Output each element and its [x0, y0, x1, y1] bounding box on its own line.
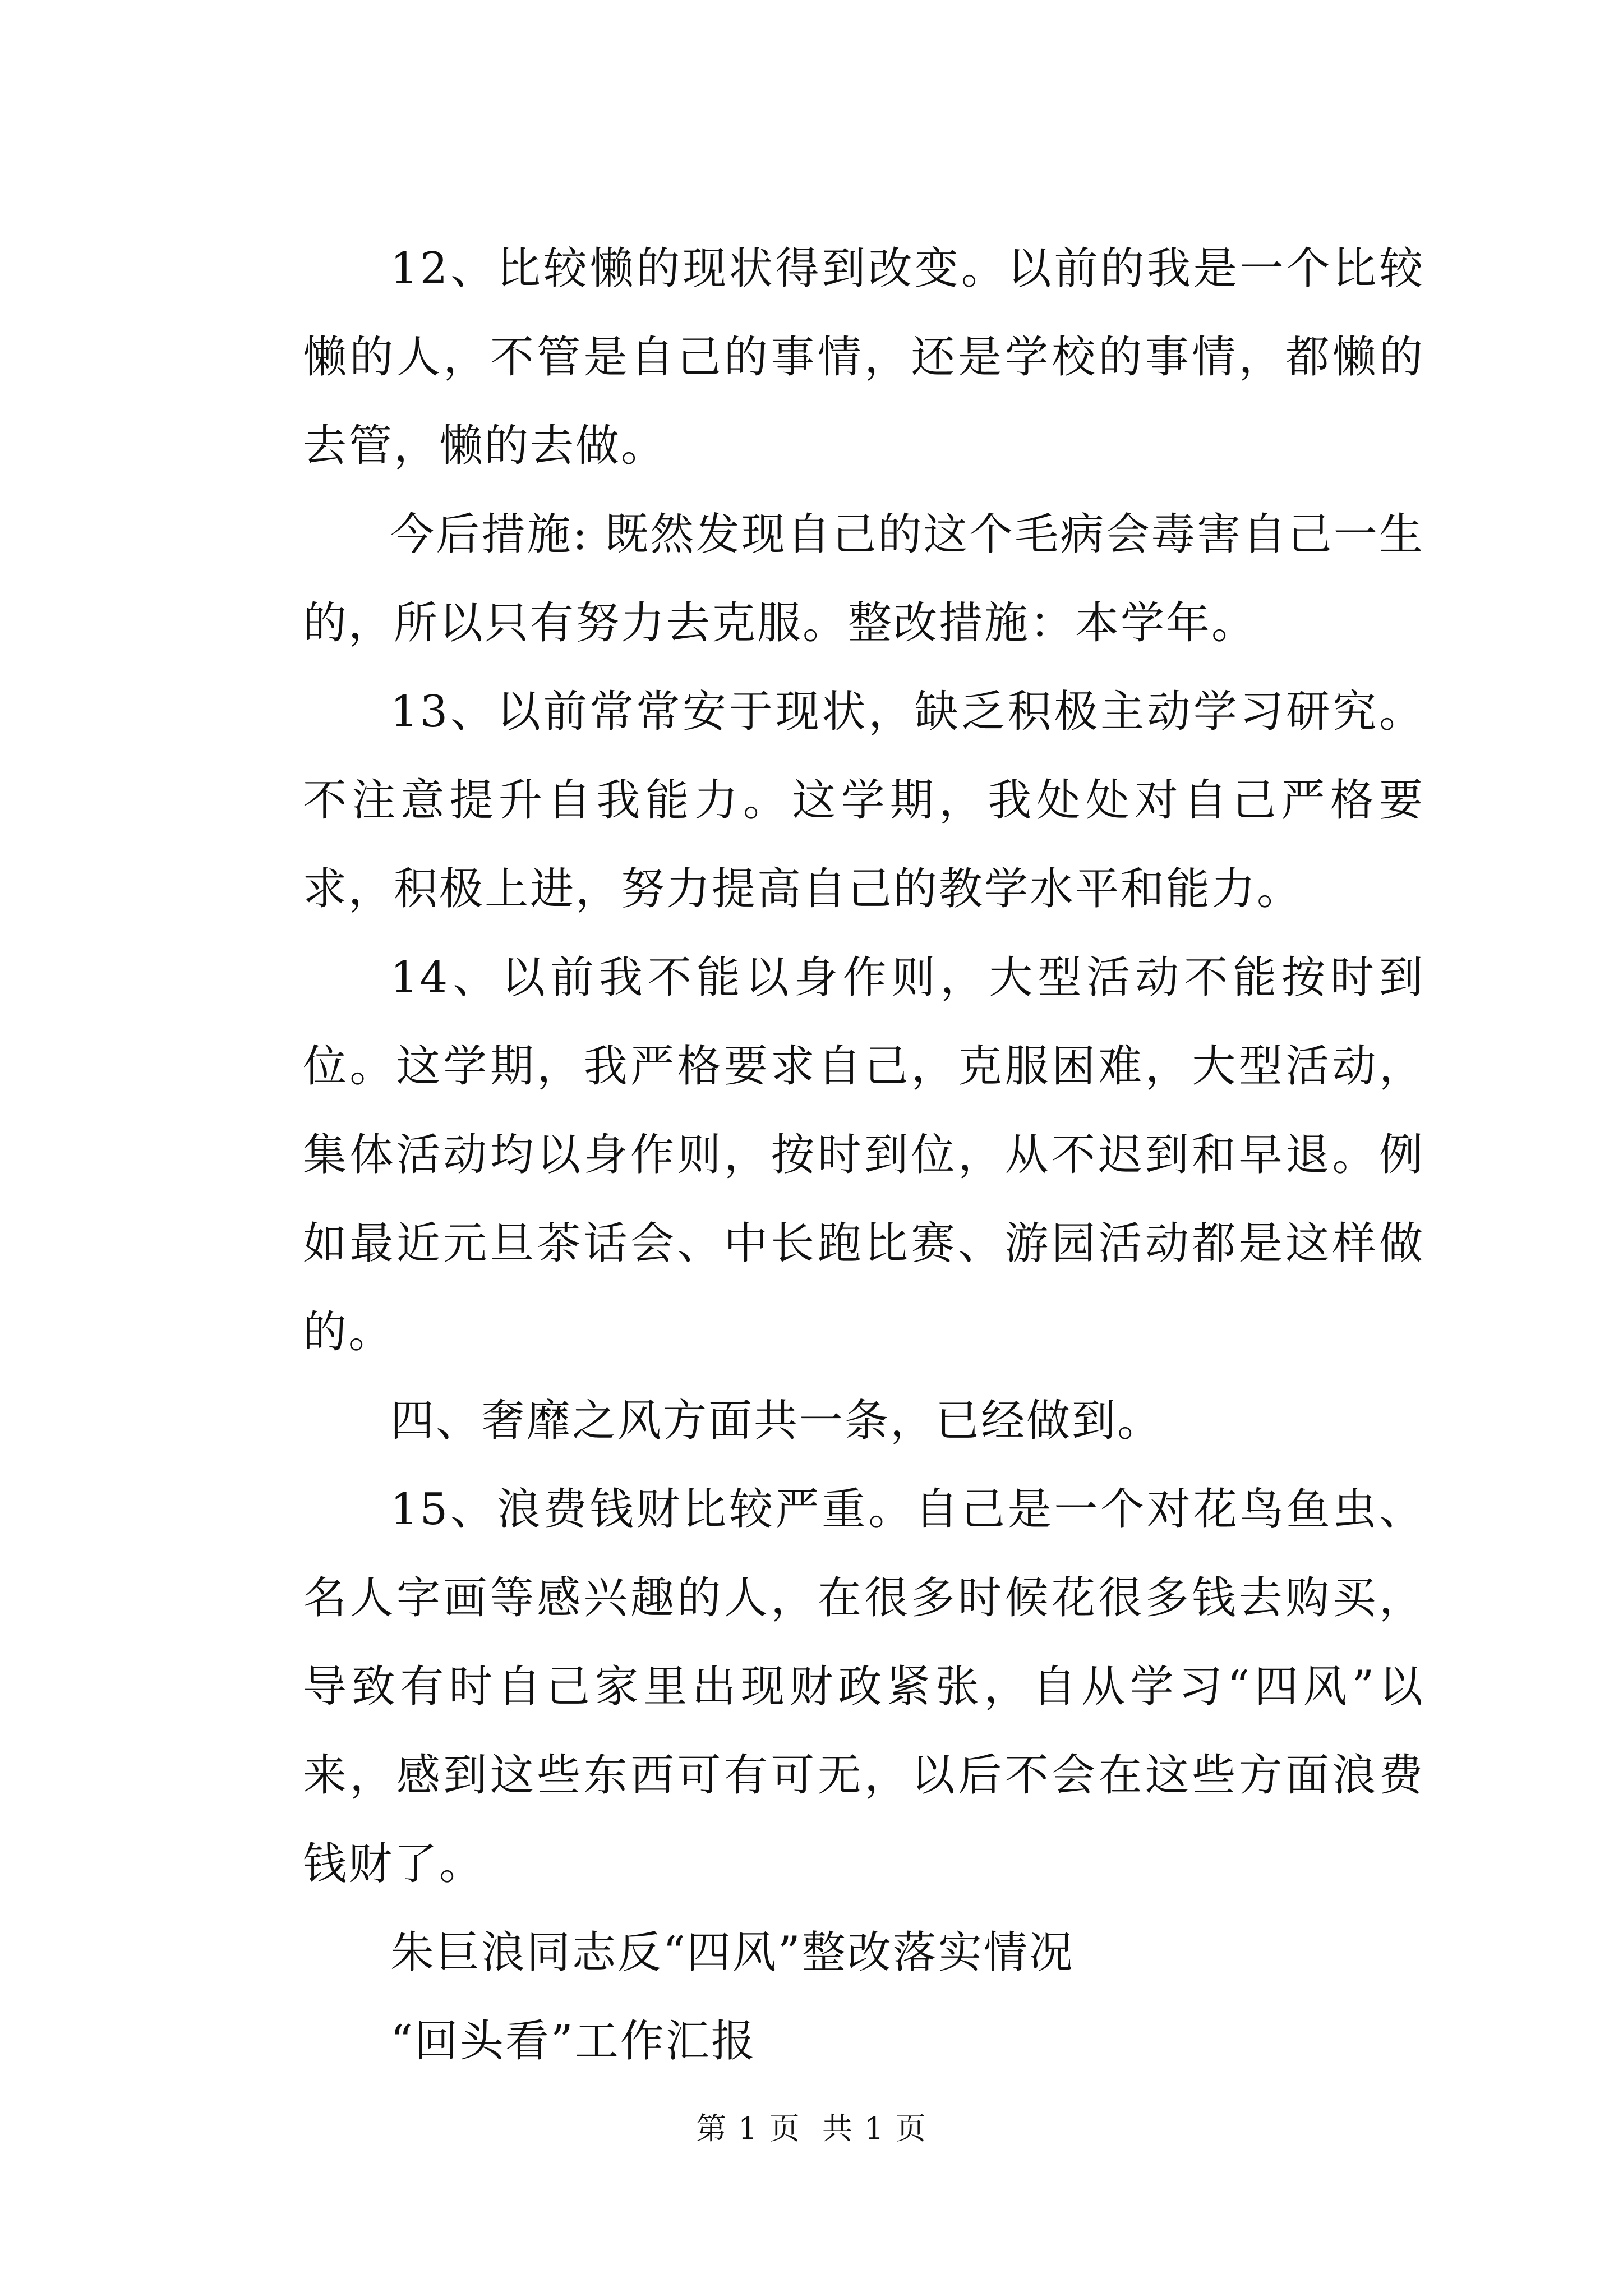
paragraph-item-15: 15、浪费钱财比较严重。自己是一个对花鸟鱼虫、名人字画等感兴趣的人，在很多时候花很多钱去购买，导致有时自己家里出现财政紧张，自从学习“四风”以来，感到这些东西可有可无，以后不会在这些方面浪费钱财了。	[303, 1484, 1424, 1889]
report-title-line-2: “回头看”工作汇报	[390, 2016, 757, 2067]
paragraph-item-12: 12、比较懒的现状得到改变。以前的我是一个比较懒的人，不管是自己的事情，还是学校的事情，都懒的去管，懒的去做。	[303, 243, 1424, 471]
document-body	[303, 224, 1424, 2086]
section-heading-extravagance: 四、奢靡之风方面共一条，已经做到。	[390, 1396, 1163, 1446]
report-title-line-1: 朱巨浪同志反“四风”整改落实情况	[390, 1927, 1075, 1978]
paragraph-item-14: 14、以前我不能以身作则，大型活动不能按时到位。这学期，我严格要求自己，克服困难，大型活动，集体活动均以身作则，按时到位，从不迟到和早退。例如最近元旦茶话会、中长跑比赛、游园活动都是这样做的。	[303, 953, 1424, 1358]
page-number: 第 1 页 共 1 页	[696, 2111, 927, 2146]
paragraph-future-measures: 今后措施: 既然发现自己的这个毛病会毒害自己一生的，所以只有努力去克服。整改措施：本学年。	[303, 509, 1424, 648]
page-footer	[0, 2109, 1623, 2148]
paragraph-item-13: 13、以前常常安于现状，缺乏积极主动学习研究。不注意提升自我能力。这学期，我处处对自己严格要求，积极上进，努力提高自己的教学水平和能力。	[303, 687, 1424, 914]
